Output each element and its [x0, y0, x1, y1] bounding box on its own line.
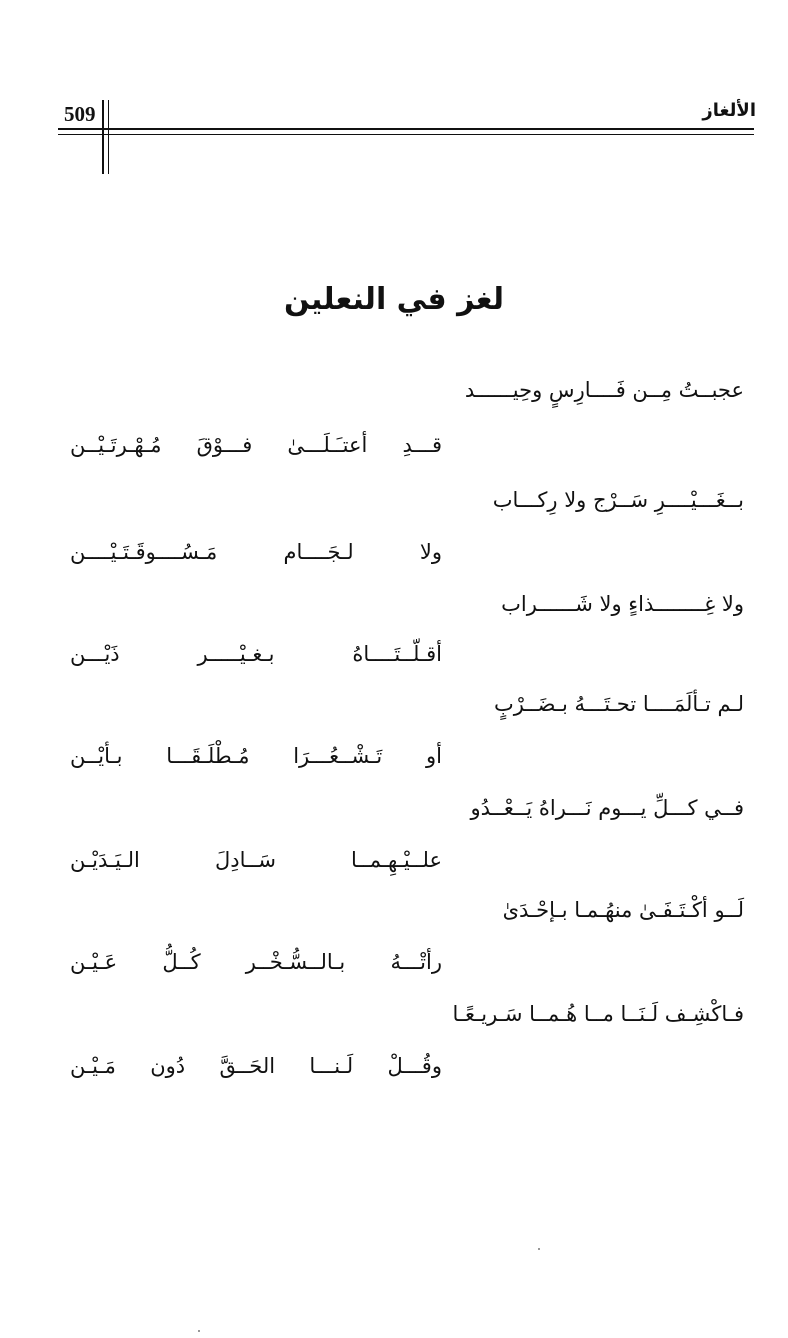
verse-line: ولا لـجَــــام مَـسُــــوقَـتَـيْــــن	[70, 540, 442, 564]
verse-line: وقُـــلْ لَـنـــا الحَــقَّ دُون مَـيْـن	[70, 1054, 442, 1078]
verse-line: عجبــتُ مِــن فَــــارِسٍ وحِيــــــد	[464, 378, 744, 402]
scan-speck	[538, 1248, 540, 1250]
verse-line: رأتْـــهُ بـالــسُّـخْــر كُــلُّ عَـيْـن	[70, 950, 442, 974]
page-number: 509	[64, 102, 96, 126]
running-title: الألغاز	[702, 100, 756, 121]
poem-title: لغز في النعلين	[284, 282, 504, 317]
verse-line: أقـلّــتَــــاهُ بـغـيْـــــر ذَيْـــن	[70, 642, 442, 666]
header-vertical-rule-thin	[108, 100, 109, 174]
verse-line: أو تَـشْــعُـــرَا مُـطْلَـقَـــا بـأيْــن	[70, 744, 442, 768]
scan-speck	[198, 1330, 200, 1332]
verse-line: لـم تـألَمَــــا تحـتَـــهُ بـضَــرْبٍ	[494, 692, 744, 716]
verse-line: فــي كـــلِّ يـــوم نَـــراهُ يَــعْــدُو	[470, 796, 744, 820]
header-vertical-rule-thick	[102, 100, 104, 174]
verse-line: لَــو أكْـتَـفَـىٰ منهُـمـا بـإحْـدَىٰ	[502, 898, 744, 922]
verse-line: علــيْـهِـمــا سَــادِلَ الـيَـدَيْـن	[70, 848, 442, 872]
verse-line: ولا غِــــــــذاءٍ ولا شَــــــراب	[501, 592, 744, 616]
verse-line: فـاكْشِـف لَـنَــا مــا هُـمــا سَـريـعًـا	[452, 1002, 744, 1026]
verse-line: بــغَـــيْــــرِ سَــرْج ولا رِكـــاب	[492, 488, 744, 512]
verse-line: قـــدِ أعتـَـلَـــىٰ فـــوْقَ مُـهْـرتَـيْــن	[70, 433, 442, 457]
header-rule-thin	[58, 134, 754, 135]
header-rule-thick	[58, 128, 754, 130]
